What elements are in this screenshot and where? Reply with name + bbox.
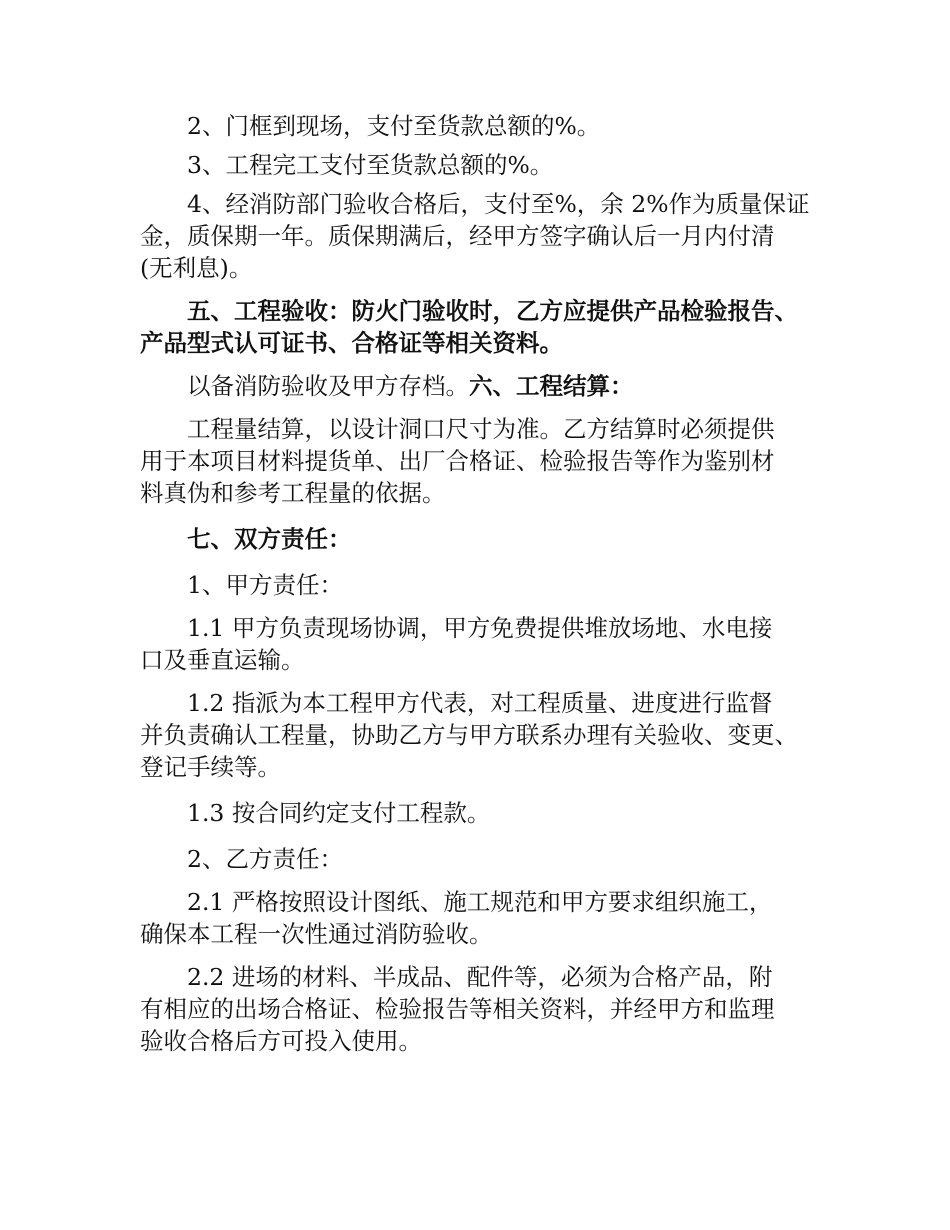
party-b-clause-2-2: [140, 961, 830, 1057]
section-7-heading: 七、双方责任：: [187, 525, 352, 553]
payment-clause-4-line-2: 金，质保期一年。质保期满后，经甲方签字确认后一月内付清: [140, 222, 775, 250]
settlement-clause: [140, 413, 830, 509]
clause-2-2-line-1: 2.2 进场的材料、半成品、配件等，必须为合格产品，附: [187, 963, 773, 991]
clause-1-2-line-2: 并负责确认工程量，协助乙方与甲方联系办理有关验收、变更、: [140, 721, 798, 749]
payment-clause-4-line-3: (无利息)。: [140, 254, 253, 282]
clause-1-1-line-2: 口及垂直运输。: [140, 646, 305, 674]
party-a-clause-1-2: [140, 687, 830, 783]
settlement-line-3: 料真伪和参考工程量的依据。: [140, 479, 446, 507]
section-5-line-1: 五、工程验收：防火门验收时，乙方应提供产品检验报告、: [187, 297, 798, 325]
party-a-clause-1-1: [140, 612, 830, 676]
clause-2-2-line-3: 验收合格后方可投入使用。: [140, 1027, 422, 1055]
clause-1-2-line-1: 1.2 指派为本工程甲方代表，对工程质量、进度进行监督: [187, 689, 773, 717]
clause-1-2-line-3: 登记手续等。: [140, 753, 281, 781]
party-b-heading: 2、乙方责任：: [187, 845, 343, 873]
archive-and-section-6: [140, 370, 830, 402]
party-a-clause-1-3: 1.3 按合同约定支付工程款。: [187, 799, 491, 827]
party-b-clause-2-1: [140, 886, 830, 950]
archive-text: 以备消防验收及甲方存档。: [187, 372, 469, 400]
payment-clause-4: [140, 188, 830, 284]
document-body: [140, 110, 830, 1068]
clause-1-1-line-1: 1.1 甲方负责现场协调，甲方免费提供堆放场地、水电接: [187, 614, 773, 642]
payment-clause-4-line-1: 4、经消防部门验收合格后，支付至%，余 2%作为质量保证: [187, 190, 810, 218]
payment-clause-3: 3、工程完工支付至货款总额的%。: [187, 151, 554, 179]
party-a-heading: 1、甲方责任：: [187, 571, 343, 599]
section-5-acceptance: [140, 295, 830, 359]
clause-2-2-line-2: 有相应的出场合格证、检验报告等相关资料，并经甲方和监理: [140, 995, 775, 1023]
clause-2-1-line-1: 2.1 严格按照设计图纸、施工规范和甲方要求组织施工，: [187, 888, 773, 916]
section-5-line-2: 产品型式认可证书、合格证等相关资料。: [140, 329, 563, 357]
payment-clause-2: 2、门框到现场，支付至货款总额的%。: [187, 112, 601, 140]
settlement-line-2: 用于本项目材料提货单、出厂合格证、检验报告等作为鉴别材: [140, 447, 775, 475]
clause-2-1-line-2: 确保本工程一次性通过消防验收。: [140, 920, 493, 948]
settlement-line-1: 工程量结算，以设计洞口尺寸为准。乙方结算时必须提供: [187, 415, 775, 443]
section-6-heading: 六、工程结算：: [469, 372, 634, 400]
